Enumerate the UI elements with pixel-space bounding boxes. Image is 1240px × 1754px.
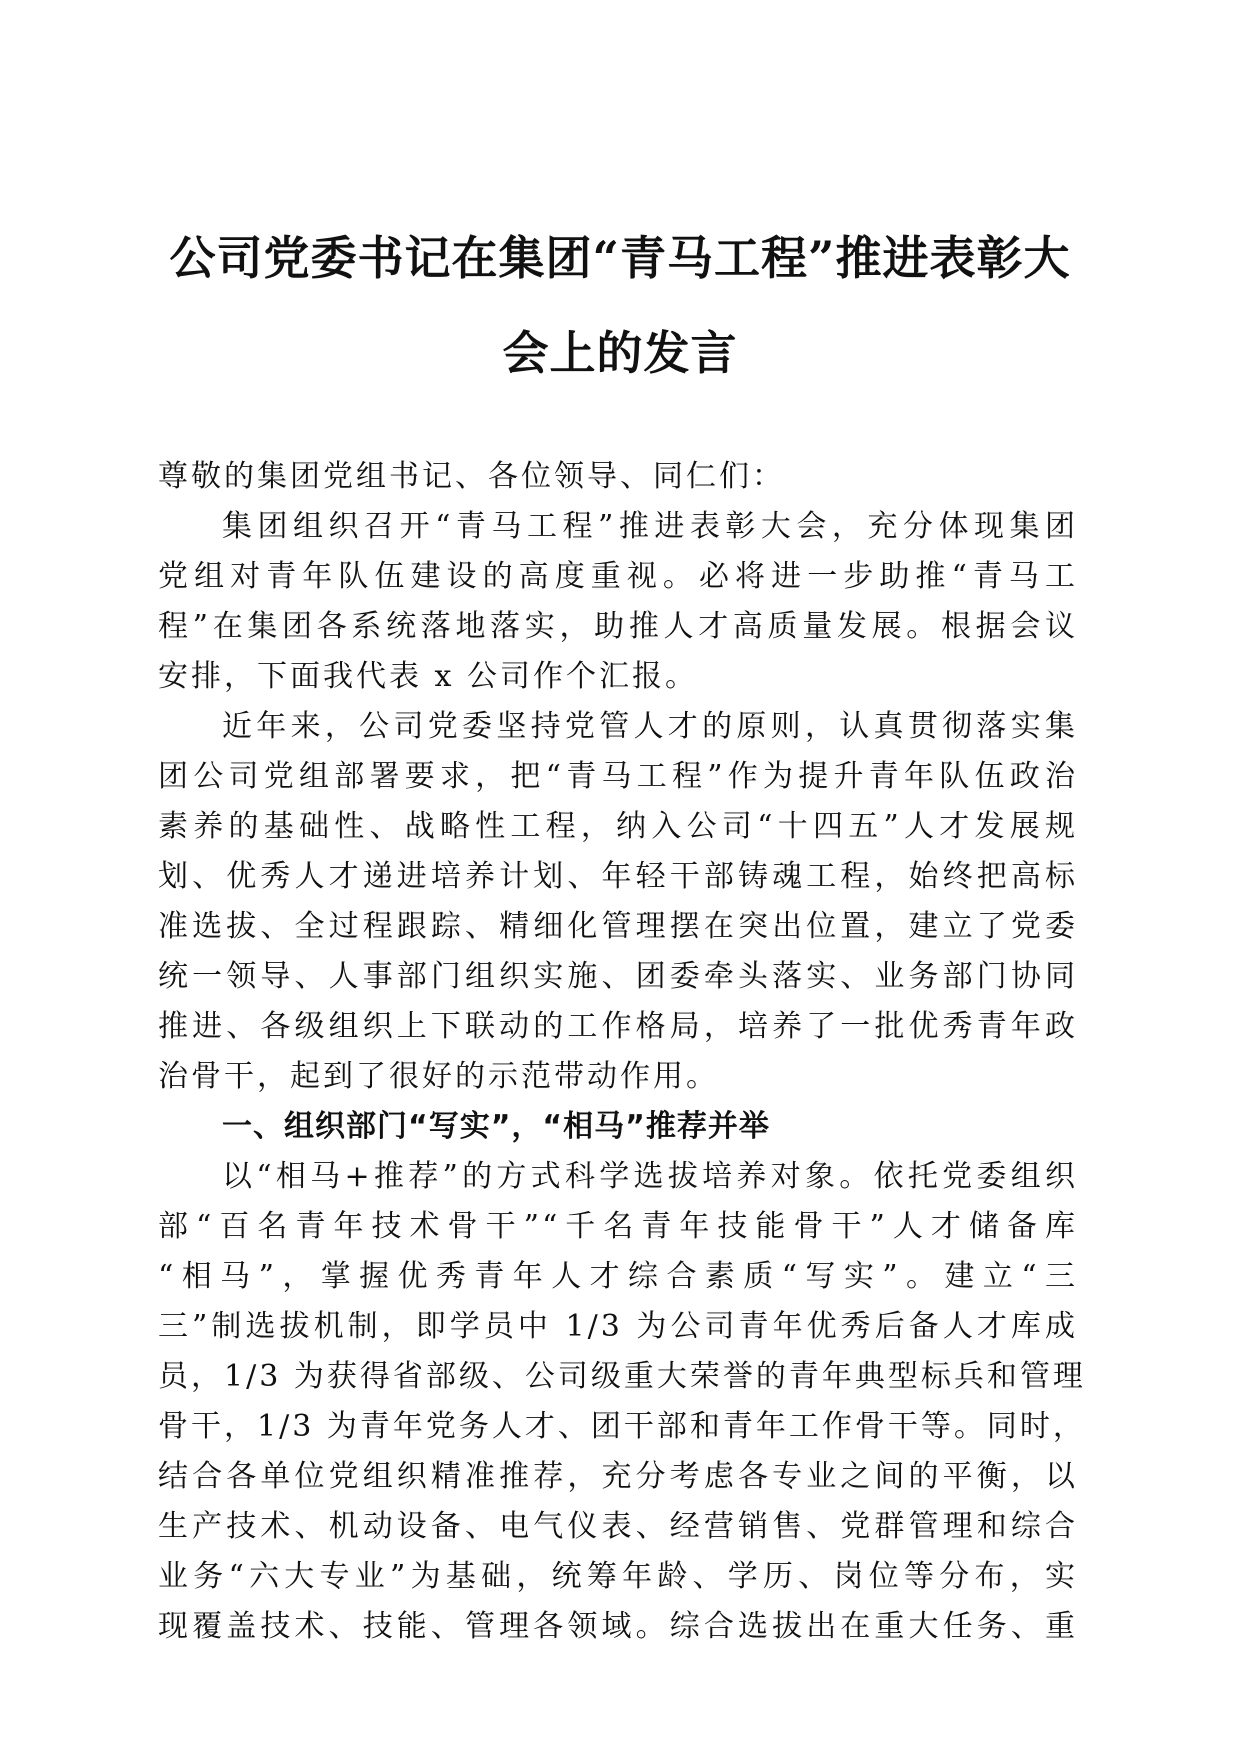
paragraph-line: 党组对青年队伍建设的高度重视。必将进一步助推“青马工 xyxy=(158,559,1078,594)
document-body xyxy=(158,452,1086,1652)
document-title-line-2: 会上的发言 xyxy=(502,326,738,380)
paragraph-line: 程”在集团各系统落地落实，助推人才高质量发展。根据会议 xyxy=(158,609,1078,644)
section-heading-1: 一、组织部门“写实”，“相马”推荐并举 xyxy=(222,1109,770,1144)
paragraph-2 xyxy=(158,702,1078,1102)
paragraph-line: 准选拔、全过程跟踪、精细化管理摆在突出位置，建立了党委 xyxy=(158,909,1078,944)
paragraph-line: 素养的基础性、战略性工程，纳入公司“十四五”人才发展规 xyxy=(158,809,1078,844)
paragraph-1 xyxy=(158,502,1078,702)
paragraph-line: 生产技术、机动设备、电气仪表、经营销售、党群管理和综合 xyxy=(158,1509,1078,1544)
paragraph-line: 集团组织召开“青马工程”推进表彰大会，充分体现集团 xyxy=(222,509,1078,544)
paragraph-3 xyxy=(158,1152,1086,1652)
paragraph-line: 以“相马+推荐”的方式科学选拔培养对象。依托党委组织 xyxy=(222,1159,1078,1194)
paragraph-line: “相马”，掌握优秀青年人才综合素质“写实”。建立“三 xyxy=(158,1259,1078,1294)
paragraph-line: 治骨干，起到了很好的示范带动作用。 xyxy=(158,1059,719,1094)
paragraph-line: 团公司党组部署要求，把“青马工程”作为提升青年队伍政治 xyxy=(158,759,1078,794)
paragraph-line: 部“百名青年技术骨干”“千名青年技能骨干”人才储备库 xyxy=(158,1209,1078,1244)
paragraph-line: 三”制选拔机制，即学员中 1/3 为公司青年优秀后备人才库成 xyxy=(158,1309,1078,1344)
document-title-line-1: 公司党委书记在集团“青马工程”推进表彰大 xyxy=(169,231,1071,285)
paragraph-line: 结合各单位党组织精准推荐，充分考虑各专业之间的平衡，以 xyxy=(158,1459,1078,1494)
paragraph-line: 划、优秀人才递进培养计划、年轻干部铸魂工程，始终把高标 xyxy=(158,859,1078,894)
paragraph-line: 推进、各级组织上下联动的工作格局，培养了一批优秀青年政 xyxy=(158,1009,1078,1044)
paragraph-line: 近年来，公司党委坚持党管人才的原则，认真贯彻落实集 xyxy=(222,709,1078,744)
salutation: 尊敬的集团党组书记、各位领导、同仁们： xyxy=(158,459,785,494)
paragraph-line: 安排，下面我代表 x 公司作个汇报。 xyxy=(158,659,698,694)
paragraph-line: 统一领导、人事部门组织实施、团委牵头落实、业务部门协同 xyxy=(158,959,1078,994)
paragraph-line: 骨干，1/3 为青年党务人才、团干部和青年工作骨干等。同时， xyxy=(158,1409,1086,1444)
paragraph-line: 员，1/3 为获得省部级、公司级重大荣誉的青年典型标兵和管理 xyxy=(158,1359,1086,1394)
paragraph-line: 业务“六大专业”为基础，统筹年龄、学历、岗位等分布，实 xyxy=(158,1559,1078,1594)
paragraph-line: 现覆盖技术、技能、管理各领域。综合选拔出在重大任务、重 xyxy=(158,1609,1078,1644)
